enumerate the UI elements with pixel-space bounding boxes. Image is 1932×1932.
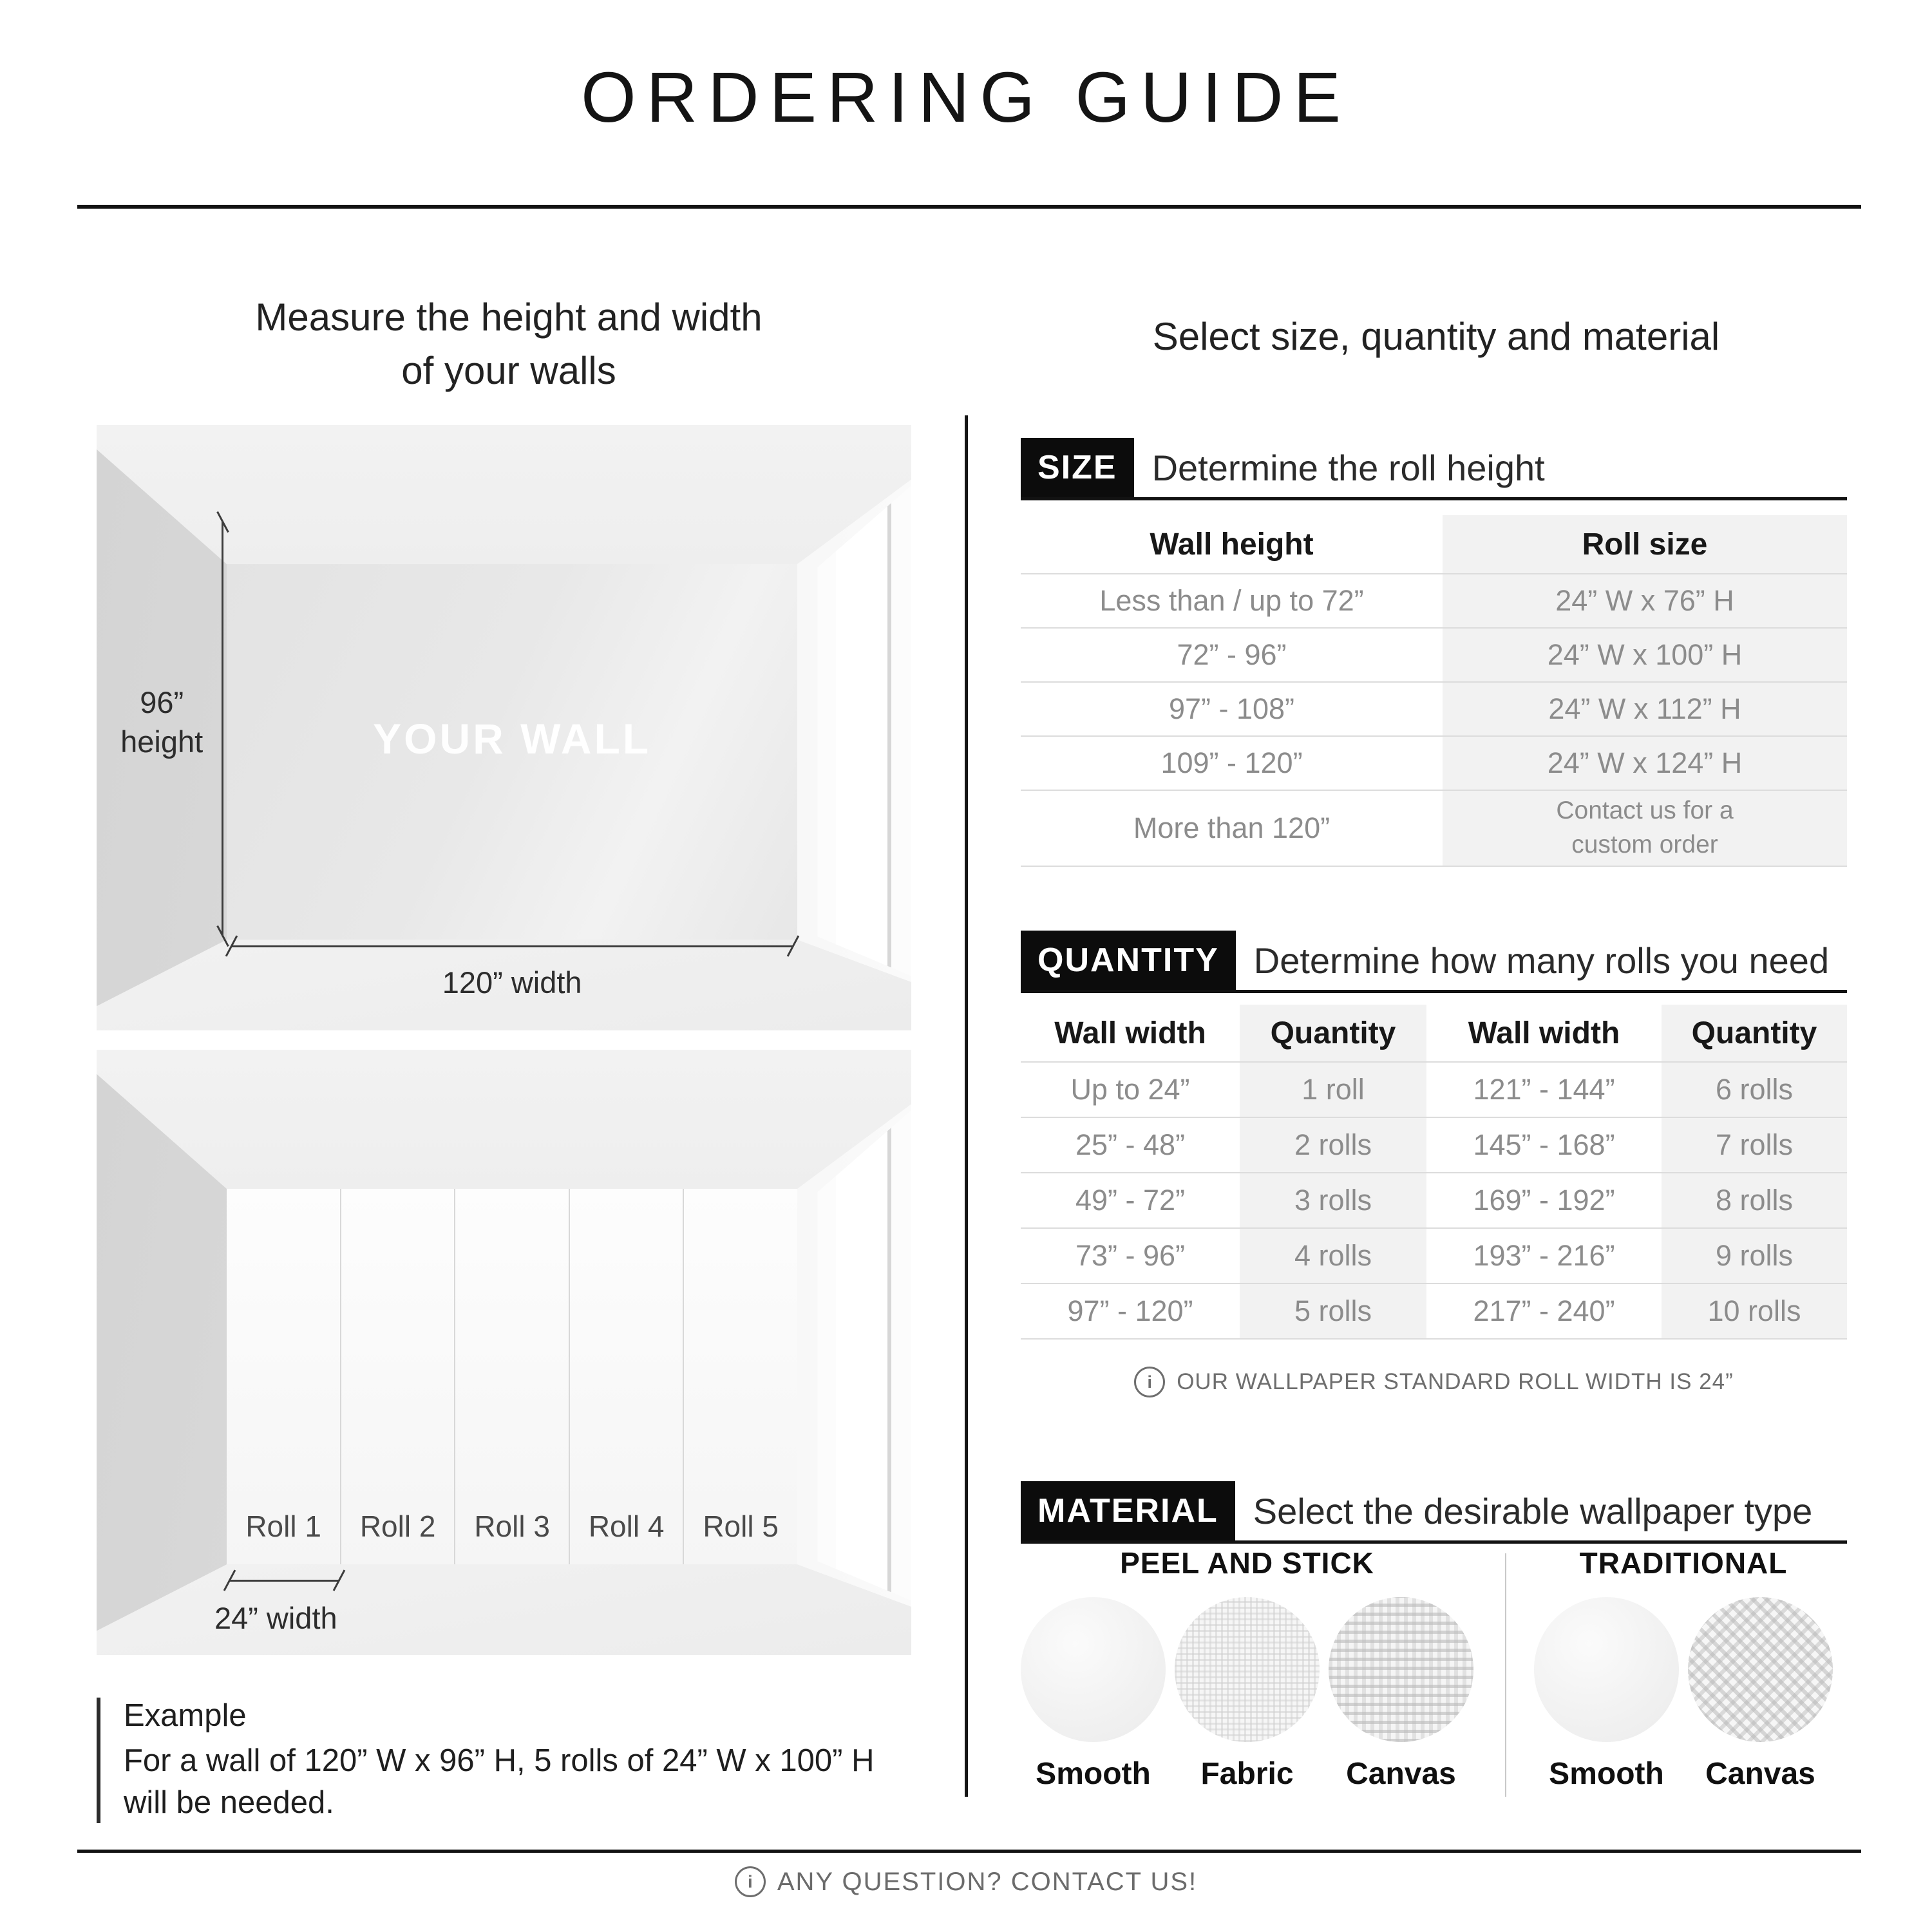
example-line1: For a wall of 120” W x 96” H, 5 rolls of 24” W x 100” H bbox=[124, 1743, 875, 1778]
qty-cell: 8 rolls bbox=[1662, 1173, 1847, 1229]
example-line2: will be needed. bbox=[124, 1785, 334, 1820]
qty-header-quantity-2: Quantity bbox=[1662, 1005, 1847, 1063]
size-table-cell: 72” - 96” bbox=[1021, 629, 1443, 683]
quantity-subtitle: Determine how many rolls you need bbox=[1253, 940, 1830, 981]
right-headline: Select size, quantity and material bbox=[1152, 315, 1720, 358]
info-icon bbox=[735, 1866, 766, 1897]
footer-note-text: ANY QUESTION? CONTACT US! bbox=[777, 1867, 1198, 1896]
material-group-peel-and-stick bbox=[1021, 1546, 1473, 1792]
qty-header-quantity-1: Quantity bbox=[1240, 1005, 1426, 1063]
qty-cell: 193” - 216” bbox=[1426, 1229, 1662, 1284]
qty-cell: 5 rolls bbox=[1240, 1284, 1426, 1340]
height-dimension-line bbox=[222, 522, 223, 936]
size-table-cell: Less than / up to 72” bbox=[1021, 574, 1443, 629]
quantity-table bbox=[1021, 1005, 1847, 1340]
qty-cell: 49” - 72” bbox=[1021, 1173, 1240, 1229]
back-wall-roll-panels bbox=[227, 1189, 797, 1564]
qty-header-wall-width-1: Wall width bbox=[1021, 1005, 1240, 1063]
swatch-label: Smooth bbox=[1036, 1757, 1151, 1791]
qty-cell: 10 rolls bbox=[1662, 1284, 1847, 1340]
roll-panel bbox=[683, 1189, 797, 1564]
size-table-cell: 24” W x 124” H bbox=[1443, 737, 1847, 791]
qty-cell: 3 rolls bbox=[1240, 1173, 1426, 1229]
size-table bbox=[1021, 515, 1847, 867]
roll-label: Roll 5 bbox=[703, 1509, 779, 1543]
material-divider bbox=[1505, 1553, 1506, 1797]
material-group-traditional bbox=[1534, 1546, 1833, 1792]
footer-divider bbox=[77, 1850, 1861, 1853]
your-wall-label: YOUR WALL bbox=[373, 715, 652, 763]
quantity-badge: QUANTITY bbox=[1021, 931, 1236, 990]
roll-width-dimension-line bbox=[229, 1580, 339, 1582]
size-table-cell: 97” - 108” bbox=[1021, 683, 1443, 737]
size-section-header bbox=[1021, 438, 1847, 500]
swatch-label: Canvas bbox=[1346, 1757, 1456, 1791]
qty-cell: 4 rolls bbox=[1240, 1229, 1426, 1284]
quantity-section-header bbox=[1021, 931, 1847, 993]
size-table-header-roll-size: Roll size bbox=[1443, 515, 1847, 574]
qty-header-wall-width-2: Wall width bbox=[1426, 1005, 1662, 1063]
size-table-cell bbox=[1443, 791, 1847, 867]
height-word: height bbox=[120, 724, 204, 759]
qty-cell: 7 rolls bbox=[1662, 1118, 1847, 1173]
room-illustration-rolls bbox=[97, 1050, 911, 1655]
swatch-row bbox=[1021, 1597, 1473, 1742]
left-headline bbox=[97, 291, 921, 398]
fabric-swatch bbox=[1175, 1597, 1320, 1742]
roll-label: Roll 1 bbox=[245, 1509, 321, 1543]
swatch-label: Smooth bbox=[1549, 1757, 1664, 1791]
back-wall bbox=[227, 564, 797, 940]
qty-cell: 9 rolls bbox=[1662, 1229, 1847, 1284]
size-table-cell: 24” W x 112” H bbox=[1443, 683, 1847, 737]
title-divider bbox=[77, 205, 1861, 209]
height-dimension-label bbox=[109, 683, 214, 761]
roll-width-note bbox=[1021, 1367, 1847, 1397]
canvas-swatch bbox=[1688, 1597, 1833, 1742]
material-subtitle: Select the desirable wallpaper type bbox=[1253, 1490, 1813, 1531]
qty-cell: 6 rolls bbox=[1662, 1063, 1847, 1118]
size-table-cell: 24” W x 100” H bbox=[1443, 629, 1847, 683]
size-table-cell: 109” - 120” bbox=[1021, 737, 1443, 791]
smooth-swatch bbox=[1534, 1597, 1679, 1742]
roll-width-note-text: OUR WALLPAPER STANDARD ROLL WIDTH IS 24” bbox=[1177, 1369, 1734, 1394]
room-illustration-measure bbox=[97, 425, 911, 1030]
smooth-swatch bbox=[1021, 1597, 1166, 1742]
info-glyph: i bbox=[748, 1871, 753, 1891]
material-group-title: PEEL AND STICK bbox=[1120, 1546, 1374, 1580]
swatch-row bbox=[1534, 1597, 1833, 1742]
roll-label: Roll 2 bbox=[359, 1509, 436, 1543]
size-subtitle: Determine the roll height bbox=[1151, 447, 1545, 488]
material-group-title: TRADITIONAL bbox=[1579, 1546, 1788, 1580]
swatch-label: Fabric bbox=[1200, 1757, 1294, 1791]
roll-width-dimension-label: 24” width bbox=[214, 1600, 337, 1635]
material-section-header bbox=[1021, 1481, 1847, 1544]
roll-label: Roll 4 bbox=[588, 1509, 665, 1543]
qty-cell: 2 rolls bbox=[1240, 1118, 1426, 1173]
qty-cell: 169” - 192” bbox=[1426, 1173, 1662, 1229]
qty-cell: 121” - 144” bbox=[1426, 1063, 1662, 1118]
qty-cell: 1 roll bbox=[1240, 1063, 1426, 1118]
roll-panel bbox=[569, 1189, 683, 1564]
roll-panel bbox=[454, 1189, 569, 1564]
page-title: ORDERING GUIDE bbox=[581, 58, 1351, 137]
roll-panel bbox=[227, 1189, 340, 1564]
swatch-label: Canvas bbox=[1705, 1757, 1815, 1791]
example-title: Example bbox=[124, 1698, 247, 1733]
qty-cell: 145” - 168” bbox=[1426, 1118, 1662, 1173]
example-note bbox=[97, 1698, 902, 1823]
qty-cell: 25” - 48” bbox=[1021, 1118, 1240, 1173]
left-headline-line1: Measure the height and width bbox=[255, 296, 762, 339]
size-table-cell: More than 120” bbox=[1021, 791, 1443, 867]
width-dimension-line bbox=[231, 945, 793, 947]
qty-cell: 73” - 96” bbox=[1021, 1229, 1240, 1284]
height-value: 96” bbox=[140, 685, 184, 719]
roll-panel bbox=[340, 1189, 455, 1564]
size-table-cell: 24” W x 76” H bbox=[1443, 574, 1847, 629]
swatch-label-row bbox=[1021, 1756, 1473, 1792]
roll-label: Roll 3 bbox=[474, 1509, 550, 1543]
qty-cell: 217” - 240” bbox=[1426, 1284, 1662, 1340]
canvas-swatch bbox=[1329, 1597, 1473, 1742]
qty-cell: 97” - 120” bbox=[1021, 1284, 1240, 1340]
column-divider bbox=[965, 415, 968, 1797]
qty-cell: Up to 24” bbox=[1021, 1063, 1240, 1118]
info-glyph: i bbox=[1147, 1372, 1152, 1392]
swatch-label-row bbox=[1534, 1756, 1833, 1792]
width-dimension-label: 120” width bbox=[442, 965, 582, 999]
size-badge: SIZE bbox=[1021, 438, 1134, 497]
footer-note bbox=[0, 1866, 1932, 1897]
left-headline-line2: of your walls bbox=[401, 348, 616, 392]
custom-order-note: Contact us for a custom order bbox=[1556, 797, 1734, 858]
info-icon bbox=[1134, 1367, 1165, 1397]
size-table-header-wall-height: Wall height bbox=[1021, 515, 1443, 574]
material-badge: MATERIAL bbox=[1021, 1481, 1235, 1540]
